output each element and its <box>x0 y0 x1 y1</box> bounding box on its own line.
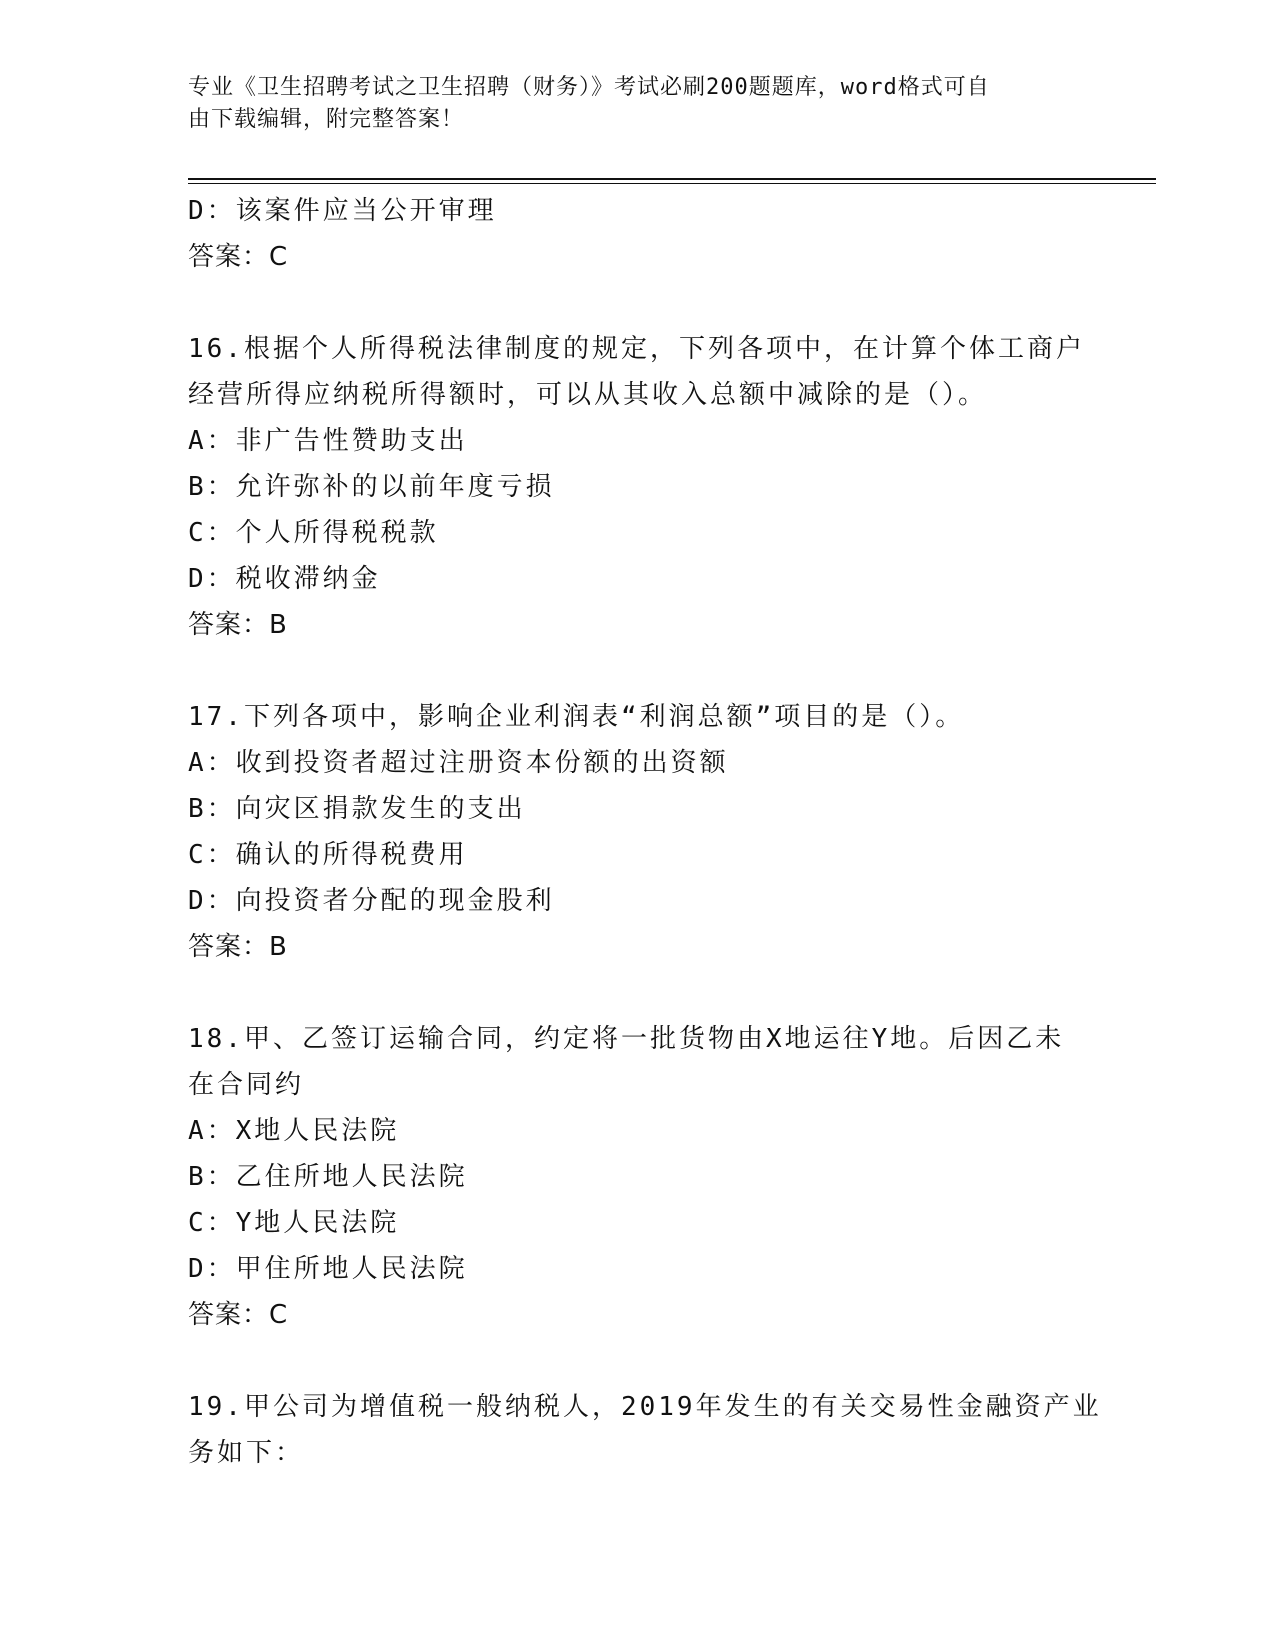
question-16-stem-2: 经营所得应纳税所得额时，可以从其收入总额中减除的是（）。 <box>188 380 988 410</box>
header-divider-thin <box>188 183 1156 184</box>
question-16-option-a: A：非广告性赞助支出 <box>188 426 468 456</box>
question-17-option-a: A：收到投资者超过注册资本份额的出资额 <box>188 748 729 778</box>
question-18-option-d: D：甲住所地人民法院 <box>188 1254 468 1284</box>
question-16 <box>188 326 1088 648</box>
question-18-stem-2: 在合同约 <box>188 1070 305 1100</box>
question-16-option-c: C：个人所得税税款 <box>188 518 439 548</box>
question-17-answer: 答案：B <box>188 932 288 962</box>
question-17-option-d: D：向投资者分配的现金股利 <box>188 886 555 916</box>
question-16-answer: 答案：B <box>188 610 288 640</box>
question-gap <box>188 970 1088 1016</box>
question-18-answer: 答案：C <box>188 1300 289 1330</box>
document-header <box>188 72 1068 136</box>
question-17-option-c: C：确认的所得税费用 <box>188 840 468 870</box>
question-16-stem-1: 16.根据个人所得税法律制度的规定，下列各项中，在计算个体工商户 <box>188 334 1085 364</box>
question-18 <box>188 1016 1088 1338</box>
question-18-stem-1: 18.甲、乙签订运输合同，约定将一批货物由X地运往Y地。后因乙未 <box>188 1024 1065 1054</box>
question-gap <box>188 280 1088 326</box>
question-18-option-a: A：X地人民法院 <box>188 1116 400 1146</box>
question-19-stem-1: 19.甲公司为增值税一般纳税人，2019年发生的有关交易性金融资产业 <box>188 1392 1102 1422</box>
question-17-stem-1: 17.下列各项中，影响企业利润表“利润总额”项目的是（）。 <box>188 702 965 732</box>
question-gap <box>188 648 1088 694</box>
question-18-option-b: B：乙住所地人民法院 <box>188 1162 468 1192</box>
prev-option-d: D：该案件应当公开审理 <box>188 196 497 226</box>
question-17-option-b: B：向灾区捐款发生的支出 <box>188 794 526 824</box>
question-16-option-d: D：税收滞纳金 <box>188 564 381 594</box>
header-line-2: 由下载编辑，附完整答案！ <box>188 107 465 132</box>
document-body <box>188 188 1102 1476</box>
question-19-stem-2: 务如下： <box>188 1438 305 1468</box>
question-16-option-b: B：允许弥补的以前年度亏损 <box>188 472 555 502</box>
header-line-1: 专业《卫生招聘考试之卫生招聘（财务）》考试必刷200题题库，word格式可自 <box>188 75 990 100</box>
question-gap <box>188 1338 1088 1384</box>
question-19 <box>188 1384 1102 1476</box>
prev-answer: 答案：C <box>188 242 289 272</box>
question-17 <box>188 694 1088 970</box>
header-divider-thick <box>188 178 1156 180</box>
question-18-option-c: C：Y地人民法院 <box>188 1208 400 1238</box>
